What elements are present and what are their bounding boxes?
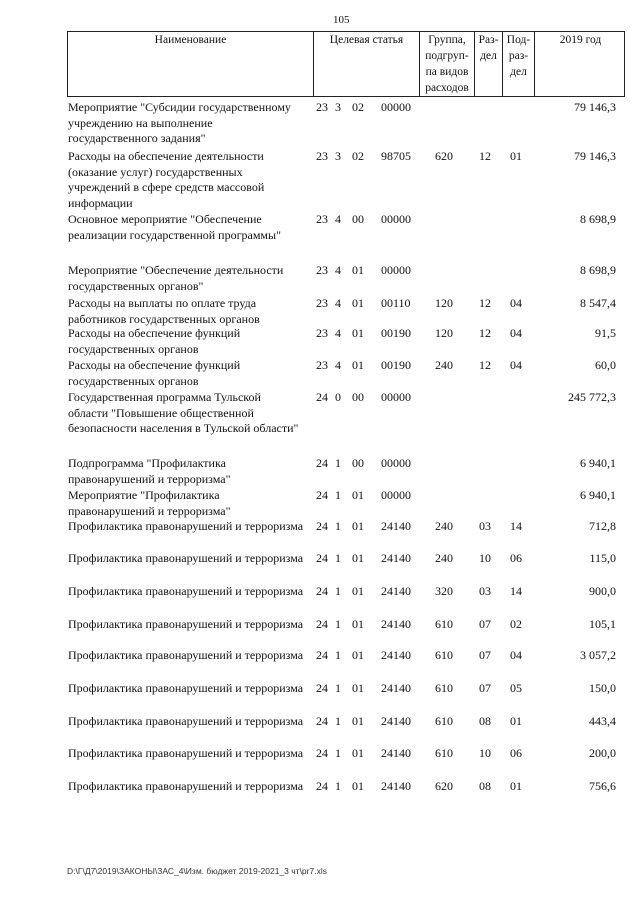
target-code-event: 01 (352, 488, 364, 502)
header-razdel-line-2: дел (480, 50, 497, 62)
target-code-event: 01 (352, 551, 364, 565)
row-name: Профилактика правонарушений и терроризма (68, 648, 304, 662)
amount-2019: 105,1 (589, 617, 616, 631)
amount-2019: 712,8 (589, 519, 616, 533)
page-number: 105 (333, 14, 350, 26)
razdel-code: 08 (479, 714, 491, 728)
target-code-subprogram: 4 (335, 326, 341, 340)
target-code-direction: 00000 (381, 456, 411, 470)
row-name: Профилактика правонарушений и терроризма (68, 617, 304, 631)
amount-2019: 6 940,1 (580, 488, 616, 502)
header-target-column (314, 32, 420, 96)
razdel-code: 03 (479, 519, 491, 533)
expense-group: 240 (435, 551, 453, 565)
row-name: Профилактика правонарушений и терроризма (68, 714, 304, 728)
target-code-program: 24 (316, 779, 328, 793)
target-code-subprogram: 1 (335, 714, 341, 728)
row-name: Мероприятие "Профилактика правонарушений и терроризма" (68, 488, 231, 518)
target-code-direction: 00190 (381, 326, 411, 340)
expense-group: 620 (435, 149, 453, 163)
razdel-code: 07 (479, 681, 491, 695)
target-code-direction: 00110 (381, 296, 411, 310)
target-code-subprogram: 1 (335, 779, 341, 793)
header-podrazdel-line-1: Под- (506, 34, 531, 46)
target-code-direction: 24140 (381, 746, 411, 760)
row-name: Профилактика правонарушений и терроризма (68, 519, 304, 533)
target-code-program: 23 (316, 296, 328, 310)
podrazdel-code: 04 (510, 296, 522, 310)
podrazdel-code: 05 (510, 681, 522, 695)
target-code-program: 24 (316, 551, 328, 565)
row-name: Профилактика правонарушений и терроризма (68, 681, 304, 695)
target-code-subprogram: 1 (335, 681, 341, 695)
target-code-event: 01 (352, 648, 364, 662)
target-code-event: 01 (352, 584, 364, 598)
target-code-direction: 00000 (381, 263, 411, 277)
row-name: Расходы на обеспечение функций государственных органов (68, 326, 241, 356)
file-path-footer: D:\Г\Д7\2019\ЗАКОНЫ\ЗАС_4\Изм. бюджет 2019-2021_3 чт\pr7.xls (67, 866, 327, 876)
target-code-event: 00 (352, 456, 364, 470)
row-name: Расходы на обеспечение деятельности (оказание услуг) государственных учреждений в сфере средств массовой информации (68, 149, 265, 210)
target-code-subprogram: 1 (335, 519, 341, 533)
header-name-column (68, 32, 314, 96)
target-code-event: 01 (352, 263, 364, 277)
podrazdel-code: 06 (510, 551, 522, 565)
target-code-direction: 00190 (381, 358, 411, 372)
razdel-code: 12 (479, 296, 491, 310)
expense-group: 240 (435, 358, 453, 372)
row-name: Основное мероприятие "Обеспечение реализации государственной программы" (68, 212, 281, 242)
amount-2019: 3 057,2 (580, 648, 616, 662)
header-target-label: Целевая статья (329, 34, 404, 46)
target-code-direction: 24140 (381, 681, 411, 695)
target-code-direction: 24140 (381, 584, 411, 598)
target-code-program: 23 (316, 358, 328, 372)
header-group-line-4: расходов (425, 82, 469, 94)
target-code-direction: 00000 (381, 488, 411, 502)
target-code-event: 00 (352, 212, 364, 226)
target-code-subprogram: 0 (335, 390, 341, 404)
target-code-subprogram: 1 (335, 648, 341, 662)
podrazdel-code: 01 (510, 149, 522, 163)
amount-2019: 115,0 (589, 551, 616, 565)
expense-group: 610 (435, 681, 453, 695)
expense-group: 610 (435, 714, 453, 728)
expense-group: 240 (435, 519, 453, 533)
razdel-code: 12 (479, 326, 491, 340)
target-code-program: 23 (316, 263, 328, 277)
amount-2019: 91,5 (595, 326, 616, 340)
target-code-event: 02 (352, 100, 364, 114)
target-code-direction: 24140 (381, 617, 411, 631)
target-code-program: 24 (316, 488, 328, 502)
amount-2019: 8 698,9 (580, 212, 616, 226)
target-code-program: 24 (316, 681, 328, 695)
header-podrazdel-line-2: раз- (508, 50, 529, 62)
header-year-column (535, 32, 626, 96)
amount-2019: 6 940,1 (580, 456, 616, 470)
header-group-line-2: подгруп- (425, 50, 469, 62)
amount-2019: 245 772,3 (568, 390, 616, 404)
target-code-event: 01 (352, 617, 364, 631)
header-name-label: Наименование (154, 34, 227, 46)
razdel-code: 08 (479, 779, 491, 793)
target-code-event: 01 (352, 681, 364, 695)
row-name: Мероприятие "Субсидии государственному учреждению на выполнение государственного задания" (68, 100, 291, 145)
podrazdel-code: 04 (510, 648, 522, 662)
target-code-subprogram: 4 (335, 212, 341, 226)
target-code-program: 23 (316, 326, 328, 340)
amount-2019: 756,6 (589, 779, 616, 793)
target-code-program: 24 (316, 584, 328, 598)
target-code-subprogram: 1 (335, 456, 341, 470)
header-year-label: 2019 год (559, 34, 602, 46)
header-group-column (420, 32, 475, 96)
target-code-event: 01 (352, 519, 364, 533)
expense-group: 120 (435, 326, 453, 340)
amount-2019: 8 547,4 (580, 296, 616, 310)
amount-2019: 443,4 (589, 714, 616, 728)
row-name: Расходы на выплаты по оплате труда работников государственных органов (68, 296, 260, 326)
target-code-direction: 24140 (381, 714, 411, 728)
target-code-subprogram: 1 (335, 617, 341, 631)
razdel-code: 07 (479, 617, 491, 631)
amount-2019: 79 146,3 (574, 100, 616, 114)
target-code-program: 24 (316, 648, 328, 662)
target-code-event: 02 (352, 149, 364, 163)
target-code-program: 24 (316, 617, 328, 631)
expense-group: 120 (435, 296, 453, 310)
podrazdel-code: 04 (510, 358, 522, 372)
header-podrazdel-column (503, 32, 535, 96)
target-code-subprogram: 1 (335, 746, 341, 760)
target-code-subprogram: 4 (335, 358, 341, 372)
target-code-direction: 00000 (381, 390, 411, 404)
target-code-direction: 00000 (381, 212, 411, 226)
target-code-event: 01 (352, 779, 364, 793)
razdel-code: 10 (479, 551, 491, 565)
podrazdel-code: 14 (510, 584, 522, 598)
header-group-line-1: Группа, (428, 34, 466, 46)
amount-2019: 150,0 (589, 681, 616, 695)
expense-group: 620 (435, 779, 453, 793)
target-code-event: 01 (352, 714, 364, 728)
amount-2019: 60,0 (595, 358, 616, 372)
target-code-event: 00 (352, 390, 364, 404)
header-razdel-line-1: Раз- (478, 34, 499, 46)
row-name: Государственная программа Тульской области "Повышение общественной безопасности населения в Тульской области" (68, 390, 299, 435)
row-name: Мероприятие "Обеспечение деятельности государственных органов" (68, 263, 284, 293)
target-code-direction: 98705 (381, 149, 411, 163)
target-code-program: 24 (316, 456, 328, 470)
target-code-program: 23 (316, 149, 328, 163)
header-razdel-column (475, 32, 503, 96)
expense-group: 320 (435, 584, 453, 598)
expense-group: 610 (435, 746, 453, 760)
table-header (67, 31, 625, 97)
razdel-code: 12 (479, 358, 491, 372)
header-podrazdel-line-3: дел (510, 66, 527, 78)
header-group-line-3: па видов (425, 66, 469, 78)
target-code-event: 01 (352, 358, 364, 372)
row-name: Подпрограмма "Профилактика правонарушений и терроризма" (68, 456, 231, 486)
target-code-event: 01 (352, 296, 364, 310)
target-code-subprogram: 4 (335, 263, 341, 277)
target-code-subprogram: 3 (335, 100, 341, 114)
podrazdel-code: 01 (510, 779, 522, 793)
row-name: Расходы на обеспечение функций государственных органов (68, 358, 241, 388)
row-name: Профилактика правонарушений и терроризма (68, 584, 304, 598)
amount-2019: 200,0 (589, 746, 616, 760)
target-code-program: 24 (316, 519, 328, 533)
podrazdel-code: 04 (510, 326, 522, 340)
podrazdel-code: 01 (510, 714, 522, 728)
target-code-subprogram: 3 (335, 149, 341, 163)
amount-2019: 900,0 (589, 584, 616, 598)
razdel-code: 07 (479, 648, 491, 662)
target-code-direction: 24140 (381, 648, 411, 662)
podrazdel-code: 02 (510, 617, 522, 631)
razdel-code: 10 (479, 746, 491, 760)
podrazdel-code: 06 (510, 746, 522, 760)
target-code-event: 01 (352, 746, 364, 760)
target-code-direction: 24140 (381, 551, 411, 565)
row-name: Профилактика правонарушений и терроризма (68, 779, 304, 793)
target-code-program: 24 (316, 746, 328, 760)
target-code-program: 23 (316, 212, 328, 226)
razdel-code: 03 (479, 584, 491, 598)
target-code-subprogram: 1 (335, 551, 341, 565)
target-code-direction: 00000 (381, 100, 411, 114)
razdel-code: 12 (479, 149, 491, 163)
target-code-direction: 24140 (381, 779, 411, 793)
amount-2019: 79 146,3 (574, 149, 616, 163)
row-name: Профилактика правонарушений и терроризма (68, 746, 304, 760)
target-code-program: 23 (316, 100, 328, 114)
podrazdel-code: 14 (510, 519, 522, 533)
target-code-subprogram: 1 (335, 584, 341, 598)
expense-group: 610 (435, 648, 453, 662)
target-code-program: 24 (316, 390, 328, 404)
target-code-direction: 24140 (381, 519, 411, 533)
row-name: Профилактика правонарушений и терроризма (68, 551, 304, 565)
expense-group: 610 (435, 617, 453, 631)
target-code-subprogram: 4 (335, 296, 341, 310)
target-code-subprogram: 1 (335, 488, 341, 502)
target-code-program: 24 (316, 714, 328, 728)
amount-2019: 8 698,9 (580, 263, 616, 277)
target-code-event: 01 (352, 326, 364, 340)
